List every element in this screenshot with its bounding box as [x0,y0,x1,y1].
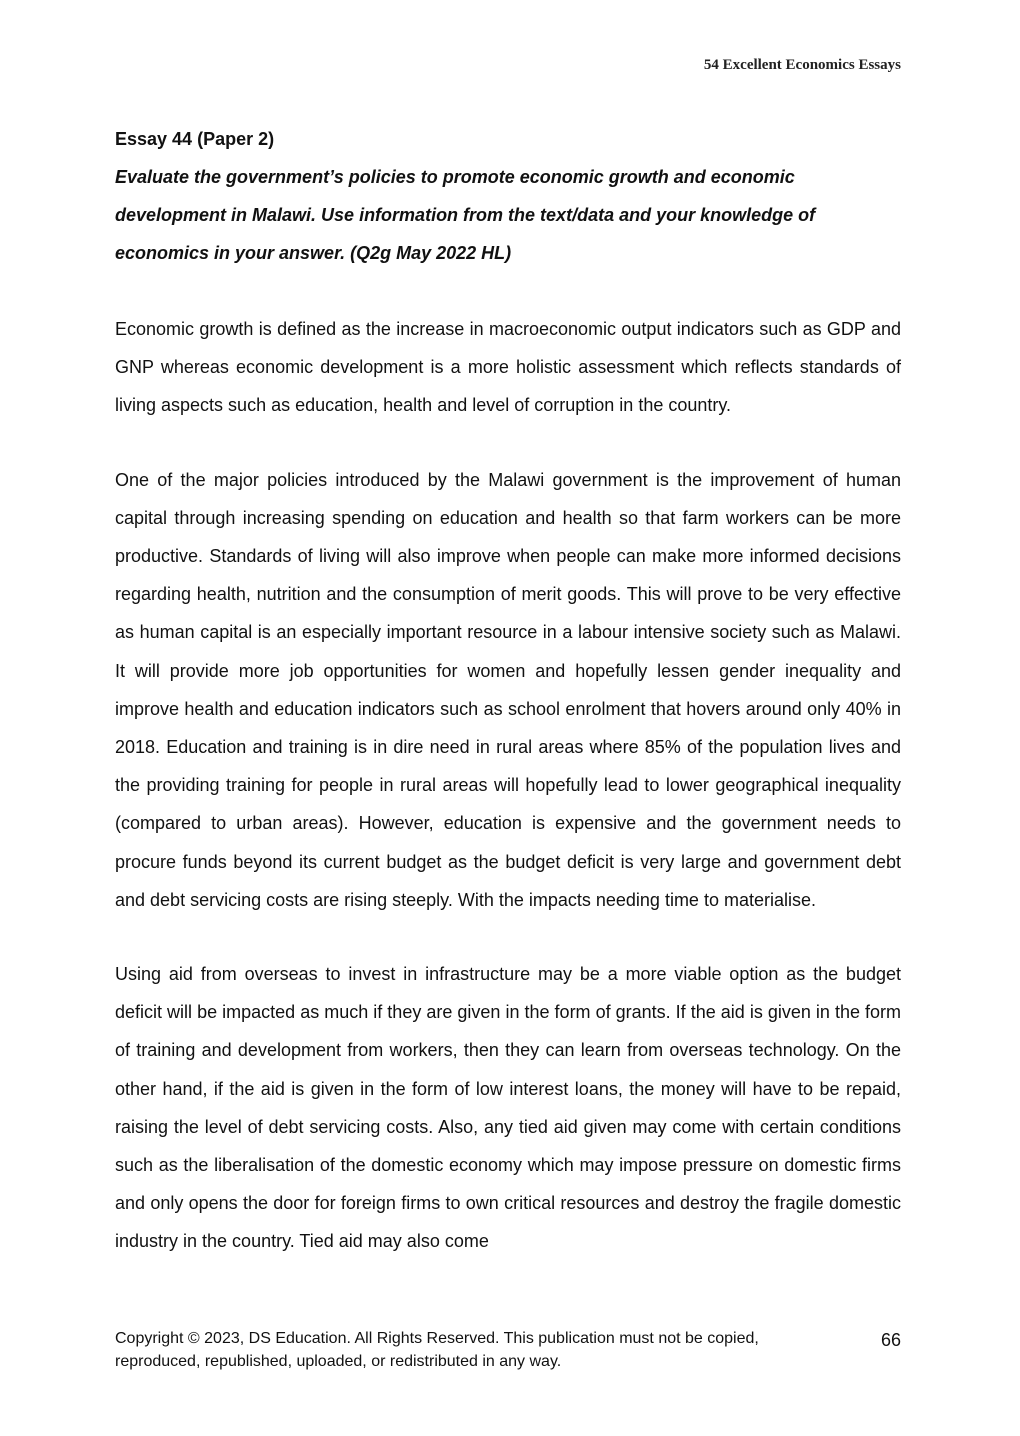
paragraph-overseas-aid: Using aid from overseas to invest in infrastructure may be a more viable option as the budget deficit will be impacted as much if they are given in the form of grants. If the aid is given in the form of training and development from workers, then they can learn from overseas technology. On the other hand, if the aid is given in the form of low interest loans, the money will have to be repaid, raising the level of debt servicing costs. Also, any tied aid given may come with certain conditions such as the liberalisation of the domestic economy which may impose pressure on domestic firms and only opens the door for foreign firms to own critical resources and destroy the fragile domestic industry in the country. Tied aid may also come [115,964,901,1252]
essay-content [115,120,901,1261]
copyright-notice: Copyright © 2023, DS Education. All Rights Reserved. This publication must not be copied, reproduced, republished, uploaded, or redistributed in any way. [115,1330,759,1370]
running-header: 54 Excellent Economics Essays [703,57,901,73]
page-number: 66 [880,1330,901,1350]
paragraph-human-capital: One of the major policies introduced by the Malawi government is the improvement of human capital through increasing spending on education and health so that farm workers can be more productive. Standards of living will also improve when people can make more informed decisions regarding health, nutrition and the consumption of merit goods. This will prove to be very effective as human capital is an especially important resource in a labour intensive society such as Malawi. It will provide more job opportunities for women and hopefully lessen gender inequality and improve health and education indicators such as school enrolment that hovers around only 40% in 2018. Education and training is in dire need in rural areas where 85% of the population lives and the providing training for people in rural areas will hopefully lead to lower geographical inequality (compared to urban areas). However, education is expensive and the government needs to procure funds beyond its current budget as the budget deficit is very large and government debt and debt servicing costs are rising steeply. With the impacts needing time to materialise. [115,469,901,910]
paragraph-definition: Economic growth is defined as the increase in macroeconomic output indicators such as GDP and GNP whereas economic development is a more holistic assessment which reflects standards of living aspects such as education, health and level of corruption in the country. [115,319,901,416]
essay-heading: Essay 44 (Paper 2) [115,129,275,149]
essay-question: Evaluate the government’s policies to promote economic growth and economic development in Malawi. Use information from the text/data and your knowledge of economics in your answer. (Q2g May 2022 HL) [115,167,816,263]
